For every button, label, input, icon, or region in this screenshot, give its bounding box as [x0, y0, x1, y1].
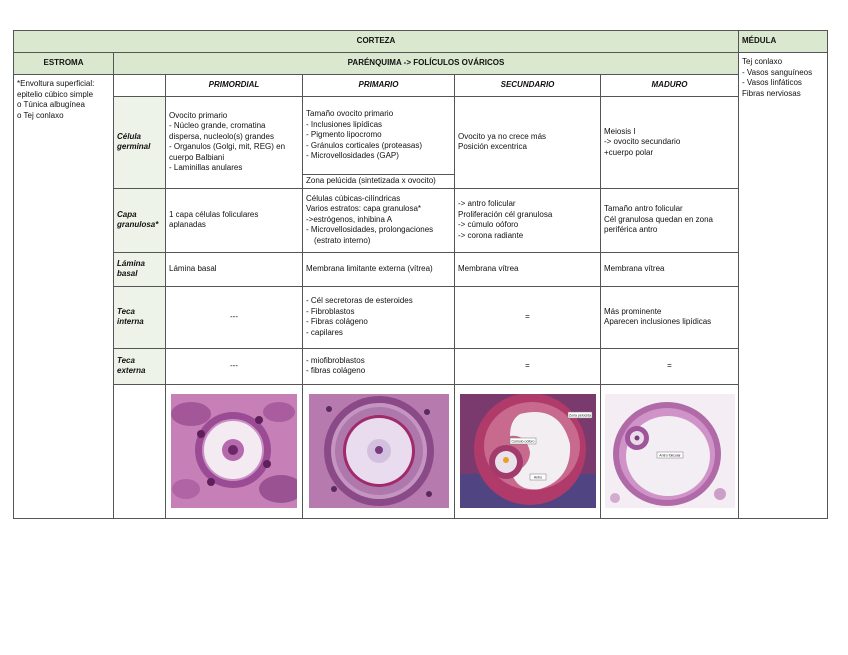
text-line: -> ovocito secundario	[604, 137, 681, 146]
estroma-line: *Envoltura superficial:	[17, 79, 95, 88]
primordial-follicle-image	[171, 394, 297, 508]
text-line: -> cúmulo oóforo	[458, 220, 519, 229]
capa-primordial	[166, 188, 303, 252]
medula-line: Fibras nerviosas	[742, 88, 801, 98]
teca-ext-secundario: =	[455, 348, 601, 384]
text-line: aplanadas	[169, 220, 206, 229]
corner-cell	[114, 75, 166, 97]
celula-maduro	[601, 97, 739, 189]
capa-secundario	[455, 188, 601, 252]
text-line: Varios estratos: capa granulosa*	[306, 204, 422, 214]
celula-primario	[303, 97, 455, 175]
lamina-maduro: Membrana vítrea	[601, 252, 739, 286]
corteza-header: CORTEZA	[14, 31, 739, 53]
text-line: periférica antro	[604, 225, 658, 235]
text-line: Cél granulosa quedan en zona	[604, 214, 713, 224]
teca-ext-maduro: =	[601, 348, 739, 384]
text-line: Aparecen inclusiones lipídicas	[604, 317, 712, 326]
image-label-zona: Zona pelúcida	[568, 413, 591, 418]
text-line: - fibras colágeno	[306, 366, 366, 375]
estroma-line: o Túnica albugínea	[17, 100, 85, 109]
estroma-header: ESTROMA	[14, 53, 114, 75]
text-line: - Gránulos corticales (proteasas)	[306, 140, 423, 150]
celula-primordial	[166, 97, 303, 189]
text-line: -> corona radiante	[458, 230, 524, 240]
row-label-capa-granulosa: Capa granulosa*	[114, 188, 166, 252]
teca-ext-primordial: ---	[166, 348, 303, 384]
parenquima-header: PARÉNQUIMA -> FOLÍCULOS OVÁRICOS	[114, 53, 739, 75]
zona-pelucida: Zona pelúcida (sintetizada x ovocito)	[303, 175, 455, 189]
medula-cell	[739, 53, 828, 519]
capa-primario	[303, 188, 455, 252]
lamina-primordial: Lámina basal	[166, 252, 303, 286]
mature-follicle-image	[605, 394, 735, 508]
image-row-label	[114, 384, 166, 518]
text-line: Meiosis I	[604, 126, 636, 136]
medula-header: MÉDULA	[739, 31, 828, 53]
image-maduro-cell	[601, 384, 739, 518]
image-label-antro-folicular: Antro folicular	[658, 453, 681, 458]
teca-int-primordial: ---	[166, 286, 303, 348]
text-line: - Pigmento lipocromo	[306, 130, 382, 140]
lamina-secundario: Membrana vítrea	[455, 252, 601, 286]
text-line: Más prominente	[604, 306, 662, 316]
text-line: - Fibroblastos	[306, 306, 355, 316]
image-primario-cell	[303, 384, 455, 518]
primary-follicle-image	[309, 394, 449, 508]
estroma-cell	[14, 75, 114, 519]
text-line: - capilares	[306, 327, 343, 337]
text-line: - Organulos (Golgi, mit, REG) en	[169, 142, 286, 152]
text-line: Proliferación cél granulosa	[458, 209, 553, 219]
row-label-teca-externa: Teca externa	[114, 348, 166, 384]
ovarian-follicles-table	[13, 30, 828, 519]
image-label-antro: Antro	[533, 475, 542, 480]
text-line: - Cél secretoras de esteroides	[306, 296, 413, 305]
col-header-maduro: MADURO	[601, 75, 739, 97]
lamina-primario: Membrana limitante externa (vítrea)	[303, 252, 455, 286]
teca-ext-primario	[303, 348, 455, 384]
text-line: - Inclusiones lipídicas	[306, 119, 383, 129]
text-line: (estrato interno)	[314, 235, 371, 245]
estroma-line: o Tej conlaxo	[17, 110, 64, 120]
text-line: Células cúbicas-cilíndricas	[306, 193, 401, 203]
text-line: - Microvellosidades (GAP)	[306, 151, 399, 161]
text-line: +cuerpo polar	[604, 147, 654, 157]
text-line: 1 capa células foliculares	[169, 209, 259, 219]
row-label-celula-germinal: Célula germinal	[114, 97, 166, 189]
text-line: - miofibroblastos	[306, 355, 365, 365]
text-line: - Laminillas anulares	[169, 163, 243, 173]
text-line: cuerpo Balbiani	[169, 152, 225, 162]
medula-line: - Vasos linfáticos	[742, 78, 802, 87]
medula-line: Tej conlaxo	[742, 57, 783, 66]
text-line: dispersa, nucleolo(s) grandes	[169, 131, 274, 141]
text-line: Posición excentrica	[458, 142, 527, 152]
row-label-teca-interna: Teca interna	[114, 286, 166, 348]
estroma-line: epitelio cúbico simple	[17, 89, 94, 99]
celula-secundario	[455, 97, 601, 189]
secondary-follicle-image	[460, 394, 596, 508]
image-label-cumulo: Cúmulo oóforo	[511, 439, 534, 444]
text-line: - Núcleo grande, cromatina	[169, 121, 266, 131]
text-line: Tamaño ovocito primario	[306, 109, 394, 119]
text-line: ->estrógenos, inhibina A	[306, 214, 393, 224]
image-primordial-cell	[166, 384, 303, 518]
image-secundario-cell	[455, 384, 601, 518]
text-line: Ovocito ya no crece más	[458, 131, 547, 141]
col-header-secundario: SECUNDARIO	[455, 75, 601, 97]
medula-line: - Vasos sanguíneos	[742, 67, 813, 77]
col-header-primordial: PRIMORDIAL	[166, 75, 303, 97]
teca-int-secundario: =	[455, 286, 601, 348]
text-line: - Microvellosidades, prolongaciones	[306, 225, 434, 235]
teca-int-primario	[303, 286, 455, 348]
text-line: Tamaño antro folicular	[604, 204, 683, 214]
capa-maduro	[601, 188, 739, 252]
text-line: - Fibras colágeno	[306, 317, 368, 326]
row-label-lamina-basal: Lámina basal	[114, 252, 166, 286]
teca-int-maduro	[601, 286, 739, 348]
col-header-primario: PRIMARIO	[303, 75, 455, 97]
text-line: -> antro folicular	[458, 199, 516, 208]
text-line: Ovocito primario	[169, 110, 228, 120]
